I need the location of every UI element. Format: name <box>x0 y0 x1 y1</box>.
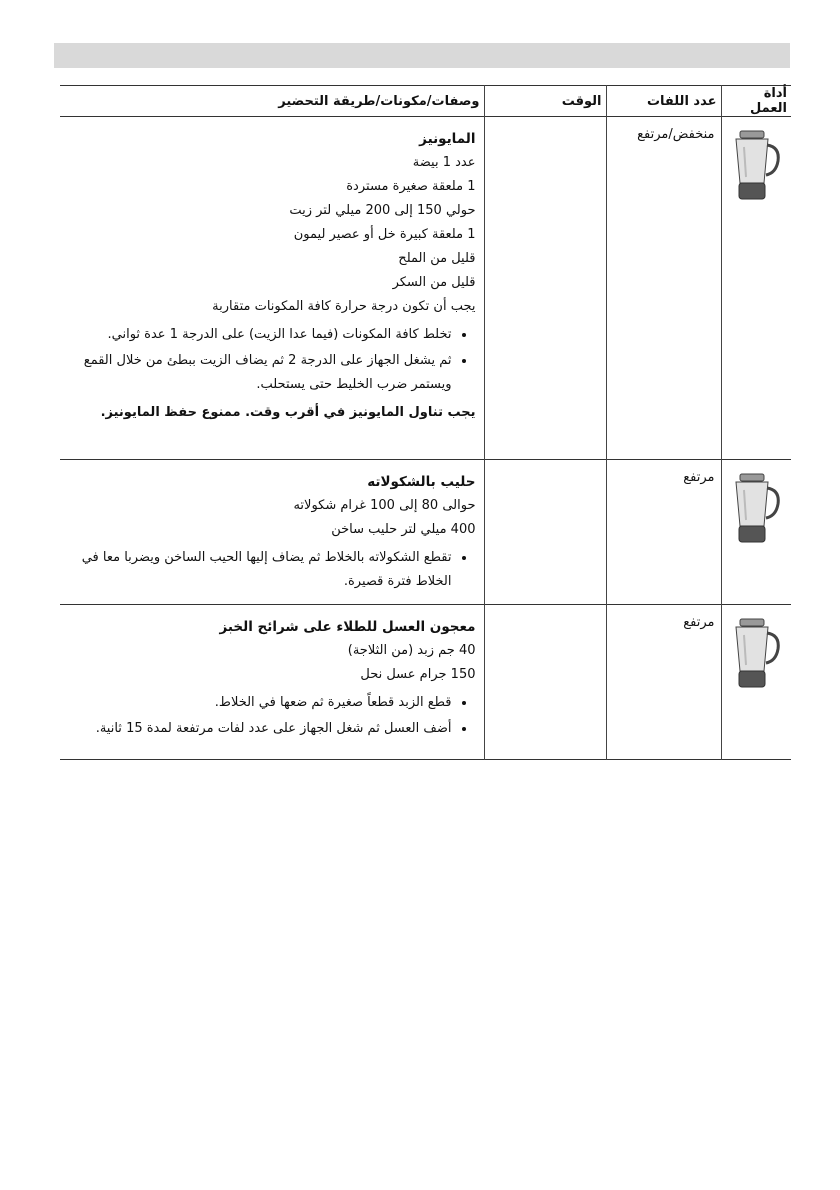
section-header-band <box>54 43 790 68</box>
description-cell <box>60 605 484 760</box>
time-cell <box>484 460 606 605</box>
ingredient: 40 جم زبد (من الثلاجة) <box>347 643 476 658</box>
step-item: • أضف العسل ثم شغل الجهاز على عدد لفات مرتفعة لمدة 15 ثانية. <box>68 717 452 741</box>
recipe-warning: يجب تناول المايونيز في أقرب وقت. ممنوع حفظ المايونيز. <box>100 405 476 420</box>
description-cell <box>60 117 484 460</box>
tool-cell <box>721 605 791 760</box>
tool-cell <box>721 460 791 605</box>
step-item: • ثم يشغل الجهاز على الدرجة 2 ثم يضاف الزيت ببطئ من خلال القمع ويستمر ضرب الخليط حتى يستحلب. <box>68 349 452 397</box>
blender-jug-icon <box>730 129 782 201</box>
description-cell <box>60 460 484 605</box>
tool-cell <box>721 117 791 460</box>
speed-cell: مرتفع <box>606 460 721 605</box>
step-list <box>68 546 476 594</box>
recipe-title: معجون العسل للطلاء على شرائح الخبز <box>219 619 476 635</box>
ingredient: قليل من الملح <box>398 251 476 266</box>
header-speed: عدد اللفات <box>606 86 721 117</box>
ingredient: حوالى 80 إلى 100 غرام شكولاته <box>293 498 476 513</box>
step-list <box>68 323 476 397</box>
time-cell <box>484 117 606 460</box>
table-row <box>60 605 791 760</box>
ingredient: 1 ملعقة صغيرة مستردة <box>346 179 476 194</box>
step-item: • قطع الزبد قطعاً صغيرة ثم ضعها في الخلاط. <box>68 691 452 715</box>
time-cell <box>484 605 606 760</box>
table-header-row <box>60 86 791 117</box>
table-row <box>60 460 791 605</box>
recipe-table <box>60 85 791 760</box>
ingredient: قليل من السكر <box>392 275 476 290</box>
step-list <box>68 691 476 741</box>
recipe-title: حليب بالشكولاته <box>367 474 476 490</box>
ingredient: عدد 1 بيضة <box>412 155 476 170</box>
recipe-title: المايونيز <box>419 131 476 147</box>
speed-cell: مرتفع <box>606 605 721 760</box>
header-tool: أداة العمل <box>721 86 791 117</box>
step-item: • تقطع الشكولاته بالخلاط ثم يضاف إليها الحيب الساخن ويضربا معا في الخلاط فترة قصيرة. <box>68 546 452 594</box>
speed-cell: منخفض/مرتفع <box>606 117 721 460</box>
ingredient: 150 جرام عسل نحل <box>360 667 476 682</box>
step-item: • تخلط كافة المكونات (فيما عدا الزيت) على الدرجة 1 عدة ثواني. <box>68 323 452 347</box>
header-time: الوقت <box>484 86 606 117</box>
blender-jug-icon <box>730 617 782 689</box>
ingredient: حولي 150 إلى 200 ميلي لتر زيت <box>289 203 476 218</box>
header-description: وصفات/مكونات/طريقة التحضير <box>278 93 480 109</box>
table-row <box>60 117 791 460</box>
ingredient: 1 ملعقة كبيرة خل أو عصير ليمون <box>293 227 476 242</box>
ingredient: 400 ميلي لتر حليب ساخن <box>331 522 476 537</box>
blender-jug-icon <box>730 472 782 544</box>
recipe-note: يجب أن تكون درجة حرارة كافة المكونات متقاربة <box>212 299 476 314</box>
